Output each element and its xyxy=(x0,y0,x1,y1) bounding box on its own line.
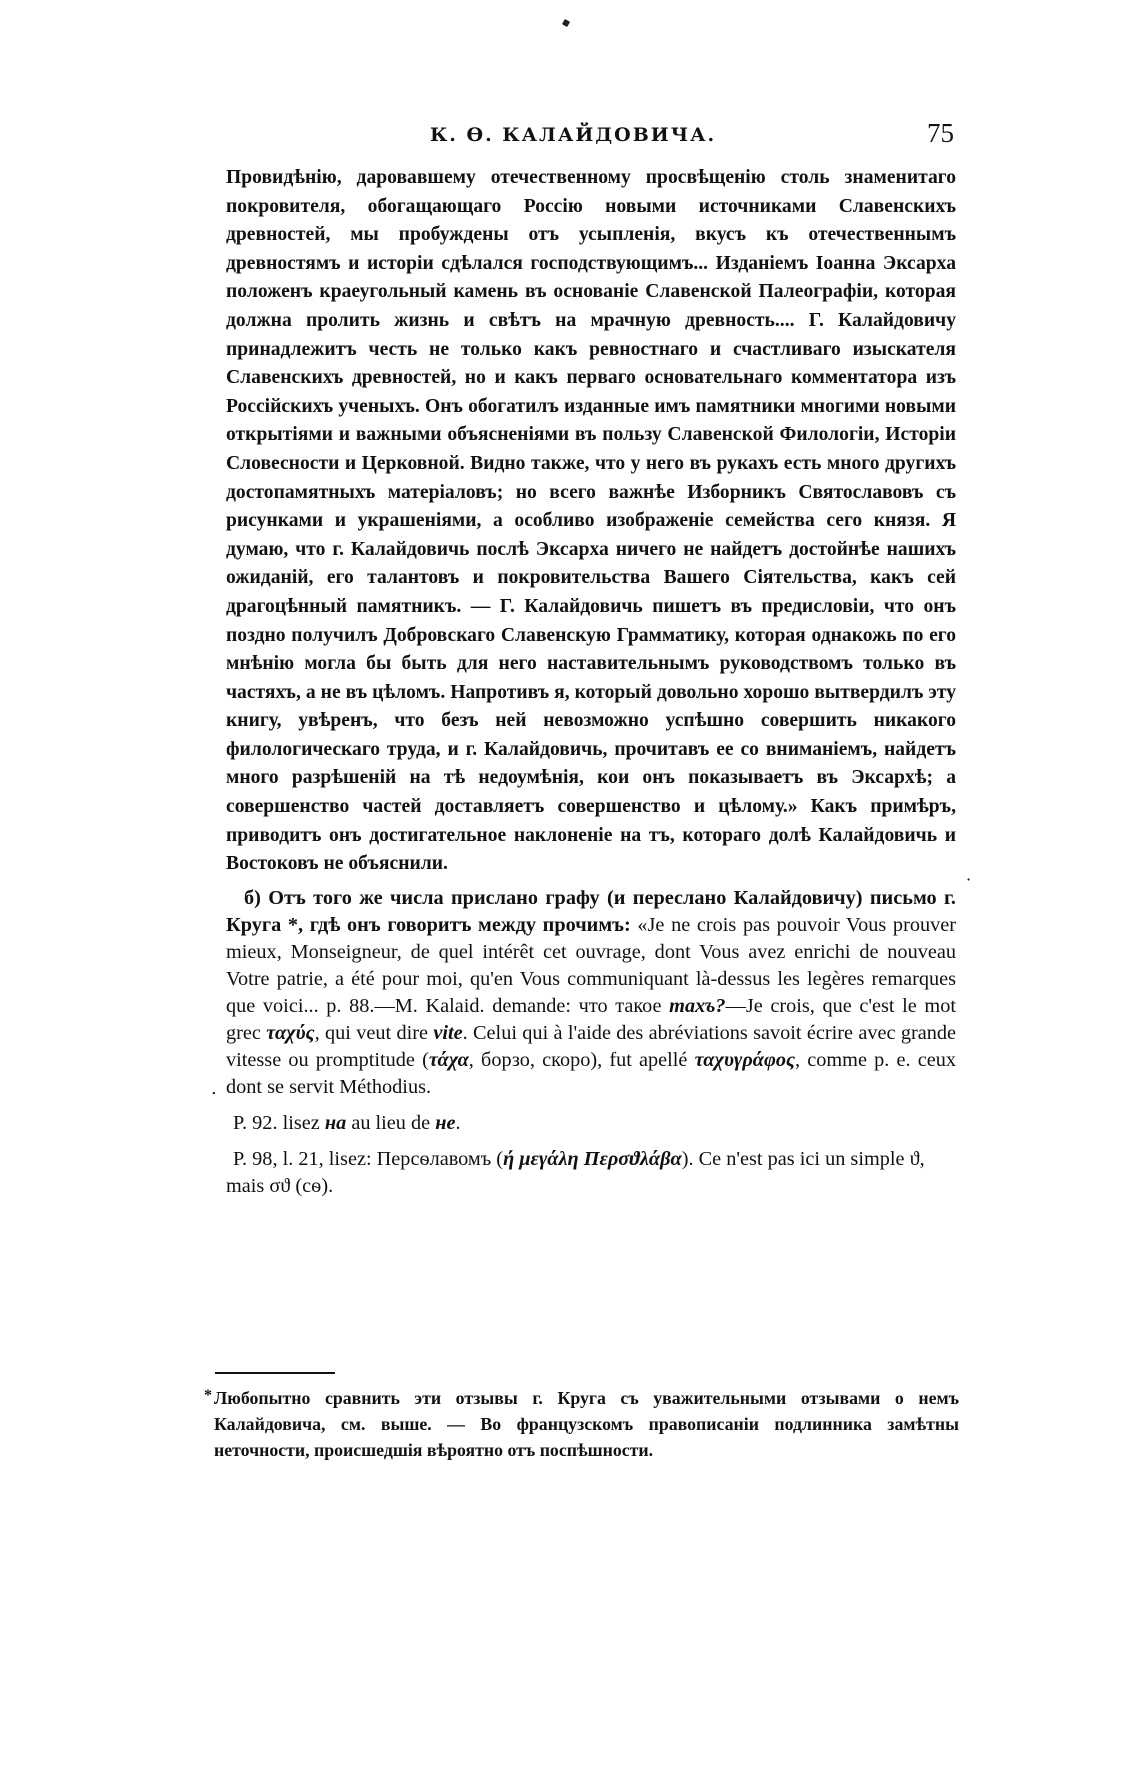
erratum-line xyxy=(226,1146,956,1200)
print-speck xyxy=(562,19,570,27)
letter-italic-3: vite xyxy=(433,1021,463,1044)
letter-quote-f: , comme p. e. ceux dont se servit Méthodius. xyxy=(226,1048,956,1098)
letter-quote-b: —Je crois, que c'est le mot grec xyxy=(226,994,956,1044)
letter-quote-e: , борзо, скоро), fut apellé xyxy=(468,1048,695,1071)
erratum-text: P. 98, l. 21, lisez: Персѳлавомъ ( xyxy=(233,1147,504,1170)
margin-dot: . xyxy=(211,1078,217,1099)
footnote-rule xyxy=(215,1372,335,1374)
footnote-mark: * xyxy=(204,1387,212,1404)
letter-italic-1: тахъ? xyxy=(669,994,726,1017)
erratum-text: ). Ce n'est pas ici un simple ϑ, mais σϑ (сѳ). xyxy=(226,1147,925,1197)
letter-paragraph xyxy=(226,885,956,1101)
margin-dot: · xyxy=(966,870,972,889)
erratum-italic: на xyxy=(324,1111,347,1134)
erratum-text: au lieu de xyxy=(346,1111,436,1134)
letter-italic-2: ταχύς xyxy=(266,1021,315,1044)
running-head xyxy=(224,118,954,152)
footnote xyxy=(204,1385,959,1463)
page-number: 75 xyxy=(927,118,954,148)
letter-italic-5: ταχυγράφος xyxy=(694,1048,796,1071)
erratum-line xyxy=(226,1110,956,1137)
erratum-text: P. 92. lisez xyxy=(233,1111,325,1134)
running-title: К. Ө. КАЛАЙДОВИЧА. xyxy=(430,124,717,146)
footnote-text: Любопытно сравнить эти отзывы г. Круга съ уважительными отзывами о немъ Калайдовича, см. выше. — Во французскомъ правописаніи подлинника замѣтны неточности, происшедшія вѣроятно отъ поспѣшности. xyxy=(214,1388,959,1460)
erratum-text: . xyxy=(455,1111,461,1134)
main-paragraph: Провидѣнію, даровавшему отечественному просвѣщенію столь знаменитаго покровителя, обогащающаго Россію новыми источниками Славенскихъ древностей, мы пробуждены отъ усыпленія, вкусъ къ отечественнымъ древностямъ и исторіи сдѣлался господствующимъ... Изданіемъ Іоанна Эксарха положенъ краеугольный камень въ основаніе Славенской Палеографіи, которая должна пролить жизнь и свѣтъ на мрачную древность.... Г. Калайдовичу принадлежитъ честь не только какъ ревностнаго и счастливаго изыскателя Славенскихъ древностей, но и какъ перваго основательнаго комментатора изъ Россійскихъ ученыхъ. Онъ обогатилъ изданные имъ памятники многими новыми открытіями и важными объясненіями въ пользу Славенской Филологіи, Исторіи Словесности и Церковной. Видно также, что у него въ рукахъ есть много другихъ достопамятныхъ матеріаловъ; но всего важнѣе Изборникъ Святославовъ съ рисунками и украшеніями, а особливо изображеніе семейства сего князя. Я думаю, что г. Калайдовичь послѣ Эксарха ничего не найдетъ достойнѣе нашихъ ожиданій, его талантовъ и покровительства Вашего Сіятельства, какъ сей драгоцѣнный памятникъ. — Г. Калайдовичь пишетъ въ предисловіи, что онъ поздно получилъ Добровскаго Славенскую Грамматику, которая однакожь по его мнѣнію могла бы быть для него наставительнымъ руководствомъ только въ частяхъ, а не въ цѣломъ. Напротивъ я, который довольно хорошо вытвердилъ эту книгу, увѣренъ, что безъ ней невозможно успѣшно совершить никакого филологическаго труда, и г. Калайдовичь, прочитавъ ее со вниманіемъ, найдетъ много разрѣшеній на тѣ недоумѣнія, кои онъ показываетъ въ Эксархѣ; а совершенство частей доставляетъ совершенство и цѣлому.» Какъ примѣръ, приводитъ онъ достигательное наклоненіе на тъ, котораго долѣ Калайдовичь и Востоковъ не объяснили. xyxy=(226,167,956,875)
letter-quote-a: «Je ne crois pas pouvoir Vous prouver mieux, Monseigneur, de quel intérêt cet ouvrage, dont Vous avez enrichi de nouveau Votre patrie, a été pour moi, qu'en Vous communiquant là-dessus les legères remarques que voici... p. 88.—M. Kalaid. demande: что такое xyxy=(226,913,956,1017)
letter-quote-d: . Celui qui à l'aide des abréviations savoit écrire avec grande vitesse ou promptitude ( xyxy=(226,1021,956,1071)
letter-quote-c: , qui veut dire xyxy=(314,1021,434,1044)
letter-italic-4: τάχα xyxy=(428,1048,469,1071)
body-text xyxy=(226,164,956,1200)
erratum-italic: ή μεγάλη Περσϑλάβα xyxy=(503,1147,682,1170)
letter-intro: б) Отъ того же числа прислано графу (и переслано Калайдовичу) письмо г. Круга *, гдѣ онъ говоритъ между прочимъ: xyxy=(226,886,956,936)
erratum-italic: не xyxy=(435,1111,456,1134)
